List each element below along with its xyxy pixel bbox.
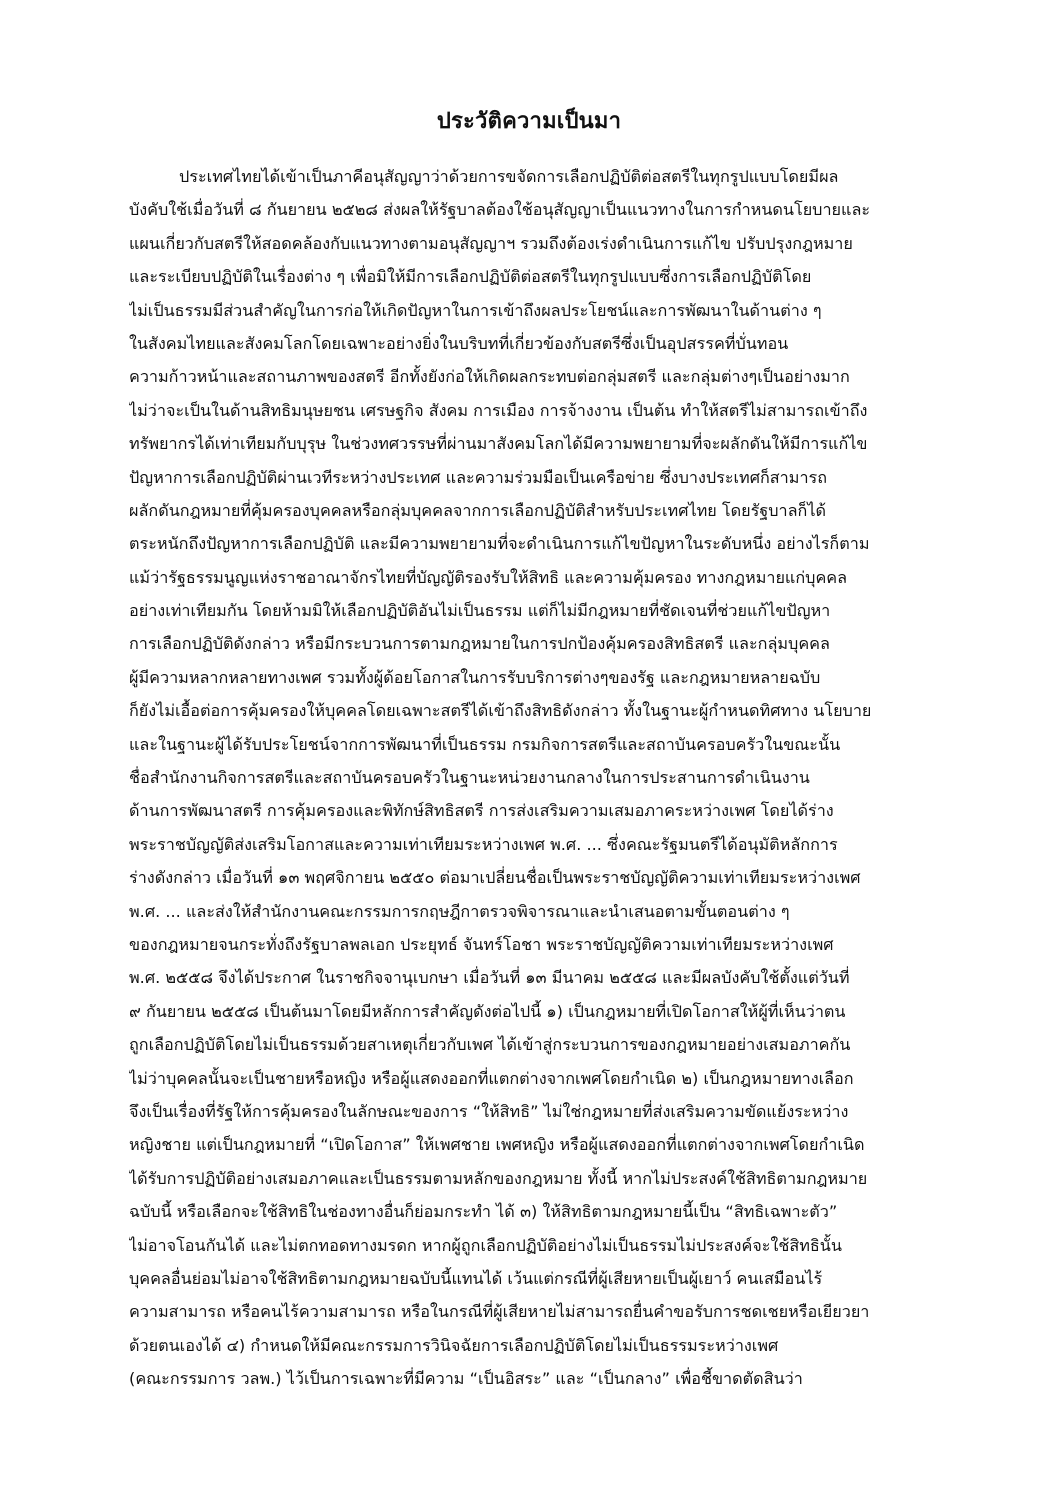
body-line: ประเทศไทยได้เข้าเป็นภาคีอนุสัญญาว่าด้วยการขจัดการเลือกปฏิบัติต่อสตรีในทุกรูปแบบโดยมีผล [179,167,839,186]
body-line: ก็ยังไม่เอื้อต่อการคุ้มครองให้บุคคลโดยเฉพาะสตรีได้เข้าถึงสิทธิดังกล่าว ทั้งในฐานะผู้กำหนดทิศทาง นโยบาย [129,701,872,721]
body-line: ถูกเลือกปฏิบัติโดยไม่เป็นธรรมด้วยสาเหตุเกี่ยวกับเพศ ได้เข้าสู่กระบวนการของกฎหมายอย่างเสมอภาคกัน [129,1035,851,1055]
body-line: ไม่อาจโอนกันได้ และไม่ตกทอดทางมรดก หากผู้ถูกเลือกปฏิบัติอย่างไม่เป็นธรรมไม่ประสงค์จะใช้สิทธินั้น [129,1235,842,1255]
body-line: อย่างเท่าเทียมกัน โดยห้ามมิให้เลือกปฏิบัติอันไม่เป็นธรรม แต่ก็ไม่มีกฎหมายที่ชัดเจนที่ช่วยแก้ไขปัญหา [129,601,831,621]
body-line: ความสามารถ หรือคนไร้ความสามารถ หรือในกรณีที่ผู้เสียหายไม่สามารถยื่นคำขอรับการชดเชยหรือเยียวยา [129,1302,870,1322]
body-line: ด้านการพัฒนาสตรี การคุ้มครองและพิทักษ์สิทธิสตรี การส่งเสริมความเสมอภาคระหว่างเพศ โดยได้ร่าง [129,801,834,821]
body-line: การเลือกปฏิบัติดังกล่าว หรือมีกระบวนการตามกฎหมายในการปกป้องคุ้มครองสิทธิสตรี และกลุ่มบุคคล [129,634,830,654]
body-line: พระราชบัญญัติส่งเสริมโอกาสและความเท่าเทียมระหว่างเพศ พ.ศ. ... ซึ่งคณะรัฐมนตรีได้อนุมัติหลักการ [129,834,838,854]
body-line: (คณะกรรมการ วลพ.) ไว้เป็นการเฉพาะที่มีความ “เป็นอิสระ” และ “เป็นกลาง” เพื่อชี้ขาดตัดสินว่า [129,1369,803,1389]
body-line: แม้ว่ารัฐธรรมนูญแห่งราชอาณาจักรไทยที่บัญญัติรองรับให้สิทธิ และความคุ้มครอง ทางกฎหมายแก่บุคคล [129,567,848,587]
body-line: ในสังคมไทยและสังคมโลกโดยเฉพาะอย่างยิ่งในบริบทที่เกี่ยวข้องกับสตรีซึ่งเป็นอุปสรรคที่บั่นทอน [129,333,789,353]
body-line: ตระหนักถึงปัญหาการเลือกปฏิบัติ และมีความพยายามที่จะดำเนินการแก้ไขปัญหาในระดับหนึ่ง อย่างไรก็ตาม [129,534,870,554]
body-line: จึงเป็นเรื่องที่รัฐให้การคุ้มครองในลักษณะของการ “ให้สิทธิ” ไม่ใช่กฎหมายที่ส่งเสริมความขัดแย้งระหว่าง [129,1101,849,1121]
body-text [129,160,931,1395]
body-line: และในฐานะผู้ได้รับประโยชน์จากการพัฒนาที่เป็นธรรม กรมกิจการสตรีและสถาบันครอบครัวในขณะนั้น [129,734,841,754]
body-line: ความก้าวหน้าและสถานภาพของสตรี อีกทั้งยังก่อให้เกิดผลกระทบต่อกลุ่มสตรี และกลุ่มต่างๆเป็นอย่างมาก [129,367,850,387]
body-line: ทรัพยากรได้เท่าเทียมกับบุรุษ ในช่วงทศวรรษที่ผ่านมาสังคมโลกได้มีความพยายามที่จะผลักดันให้มีการแก้ไข [129,434,868,454]
body-line: ฉบับนี้ หรือเลือกจะใช้สิทธิในช่องทางอื่นก็ย่อมกระทำ ได้ ๓) ให้สิทธิตามกฎหมายนี้เป็น “สิทธิเฉพาะตัว” [129,1202,838,1222]
body-line: แผนเกี่ยวกับสตรีให้สอดคล้องกับแนวทางตามอนุสัญญาฯ รวมถึงต้องเร่งดำเนินการแก้ไข ปรับปรุงกฎหมาย [129,233,853,253]
body-line: หญิงชาย แต่เป็นกฎหมายที่ “เปิดโอกาส” ให้เพศชาย เพศหญิง หรือผู้แสดงออกที่แตกต่างจากเพศโดยกำเนิด [129,1135,865,1155]
body-line: บังคับใช้เมื่อวันที่ ๘ กันยายน ๒๕๒๘ ส่งผลให้รัฐบาลต้องใช้อนุสัญญาเป็นแนวทางในการกำหนดนโยบายและ [129,200,871,220]
page-title: ประวัติความเป็นมา [436,109,622,134]
body-line: ไม่ว่าจะเป็นในด้านสิทธิมนุษยชน เศรษฐกิจ สังคม การเมือง การจ้างงาน เป็นต้น ทำให้สตรีไม่สามารถเข้าถึง [129,400,868,420]
body-line: ได้รับการปฏิบัติอย่างเสมอภาคและเป็นธรรมตามหลักของกฎหมาย ทั้งนี้ หากไม่ประสงค์ใช้สิทธิตามกฎหมาย [129,1168,868,1188]
body-line: ไม่ว่าบุคคลนั้นจะเป็นชายหรือหญิง หรือผู้แสดงออกที่แตกต่างจากเพศโดยกำเนิด ๒) เป็นกฎหมายทางเลือก [129,1068,854,1088]
body-line: ๙ กันยายน ๒๕๕๘ เป็นต้นมาโดยมีหลักการสำคัญดังต่อไปนี้ ๑) เป็นกฎหมายที่เปิดโอกาสให้ผู้ที่เห็นว่าตน [129,1001,846,1021]
body-line: ร่างดังกล่าว เมื่อวันที่ ๑๓ พฤศจิกายน ๒๕๕๐ ต่อมาเปลี่ยนชื่อเป็นพระราชบัญญัติความเท่าเทียมระหว่างเพศ [129,868,861,888]
body-line: ของกฎหมายจนกระทั่งถึงรัฐบาลพลเอก ประยุทธ์ จันทร์โอชา พระราชบัญญัติความเท่าเทียมระหว่างเพศ [129,934,834,954]
body-line: ด้วยตนเองได้ ๔) กำหนดให้มีคณะกรรมการวินิจฉัยการเลือกปฏิบัติโดยไม่เป็นธรรมระหว่างเพศ [129,1335,779,1355]
body-line: ชื่อสำนักงานกิจการสตรีและสถาบันครอบครัวในฐานะหน่วยงานกลางในการประสานการดำเนินงาน [129,768,810,788]
body-line: ผู้มีความหลากหลายทางเพศ รวมทั้งผู้ด้อยโอกาสในการรับบริการต่างๆของรัฐ และกฎหมายหลายฉบับ [129,667,821,687]
body-line: ผลักดันกฎหมายที่คุ้มครองบุคคลหรือกลุ่มบุคคลจากการเลือกปฏิบัติสำหรับประเทศไทย โดยรัฐบาลก็ได้ [129,500,826,520]
body-line: พ.ศ. ๒๕๕๘ จึงได้ประกาศ ในราชกิจจานุเบกษา เมื่อวันที่ ๑๓ มีนาคม ๒๕๕๘ และมีผลบังคับใช้ตั้งแต่วันที่ [129,968,850,988]
body-line: ไม่เป็นธรรมมีส่วนสำคัญในการก่อให้เกิดปัญหาในการเข้าถึงผลประโยชน์และการพัฒนาในด้านต่าง ๆ [129,300,822,320]
body-line: บุคคลอื่นย่อมไม่อาจใช้สิทธิตามกฎหมายฉบับนี้แทนได้ เว้นแต่กรณีที่ผู้เสียหายเป็นผู้เยาว์ คนเสมือนไร้ [129,1268,823,1288]
body-line: ปัญหาการเลือกปฏิบัติผ่านเวทีระหว่างประเทศ และความร่วมมือเป็นเครือข่าย ซึ่งบางประเทศก็สามารถ [129,467,828,487]
body-line: พ.ศ. ... และส่งให้สำนักงานคณะกรรมการกฤษฎีกาตรวจพิจารณาและนำเสนอตามขั้นตอนต่าง ๆ [129,901,790,921]
body-line: และระเบียบปฏิบัติในเรื่องต่าง ๆ เพื่อมิให้มีการเลือกปฏิบัติต่อสตรีในทุกรูปแบบซึ่งการเลือกปฏิบัติโดย [129,267,812,287]
